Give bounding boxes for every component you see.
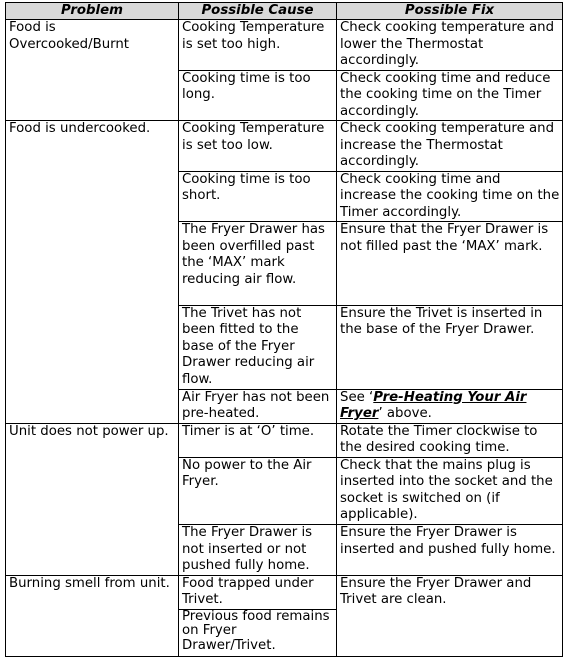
cause-cell: Cooking Temperature is set too low.: [179, 121, 337, 172]
fix-text-prefix: See ‘: [340, 389, 374, 405]
fix-cell: Check cooking time and increase the cooking time on the Timer accordingly.: [337, 171, 563, 222]
fix-cell: Ensure the Trivet is inserted in the base of the Fryer Drawer.: [337, 305, 563, 389]
fix-cell: Check cooking temperature and increase the Thermostat accordingly.: [337, 121, 563, 172]
fix-text-suffix: ’ above.: [378, 405, 432, 421]
problem-cell: Unit does not power up.: [6, 423, 179, 575]
problem-cell: Food is Overcooked/Burnt: [6, 20, 179, 121]
fix-cell: Ensure the Fryer Drawer and Trivet are clean.: [337, 575, 563, 656]
fix-cell: Rotate the Timer clockwise to the desired cooking time.: [337, 423, 563, 457]
fix-cell: Check that the mains plug is inserted into the socket and the socket is switched on (if applicable).: [337, 457, 563, 524]
cause-cell: Air Fryer has not been pre-heated.: [179, 389, 337, 423]
cause-cell: Cooking time is too short.: [179, 171, 337, 222]
fix-cell: Ensure the Fryer Drawer is inserted and pushed fully home.: [337, 525, 563, 576]
cause-cell: The Trivet has not been fitted to the base of the Fryer Drawer reducing air flow.: [179, 305, 337, 389]
table-row: [6, 121, 563, 172]
troubleshooting-table: [5, 2, 563, 657]
problem-cell: Burning smell from unit.: [6, 575, 179, 656]
cause-cell: Cooking time is too long.: [179, 70, 337, 121]
problem-cell: Food is undercooked.: [6, 121, 179, 423]
header-row: [6, 3, 563, 20]
table-row: [6, 20, 563, 71]
cause-cell: The Fryer Drawer is not inserted or not pushed fully home.: [179, 525, 337, 576]
cause-cell: No power to the Air Fryer.: [179, 457, 337, 524]
cause-cell: Previous food remains on Fryer Drawer/Trivet.: [179, 609, 337, 656]
header-possible-fix: Possible Fix: [337, 3, 563, 20]
table-row: [6, 575, 563, 609]
cause-cell: Timer is at ‘O’ time.: [179, 423, 337, 457]
fix-cell: Check cooking temperature and lower the Thermostat accordingly.: [337, 20, 563, 71]
fix-cell: Ensure that the Fryer Drawer is not filled past the ‘MAX’ mark.: [337, 222, 563, 306]
cause-cell: The Fryer Drawer has been overfilled past the ‘MAX’ mark reducing air flow.: [179, 222, 337, 306]
header-problem: Problem: [6, 3, 179, 20]
fix-cell: Check cooking time and reduce the cooking time on the Timer accordingly.: [337, 70, 563, 121]
cause-cell: Cooking Temperature is set too high.: [179, 20, 337, 71]
preheating-section-reference: Pre-Heating Your Air Fryer: [340, 389, 527, 421]
fix-cell: [337, 389, 563, 423]
table-row: [6, 423, 563, 457]
cause-cell: Food trapped under Trivet.: [179, 575, 337, 609]
header-possible-cause: Possible Cause: [179, 3, 337, 20]
